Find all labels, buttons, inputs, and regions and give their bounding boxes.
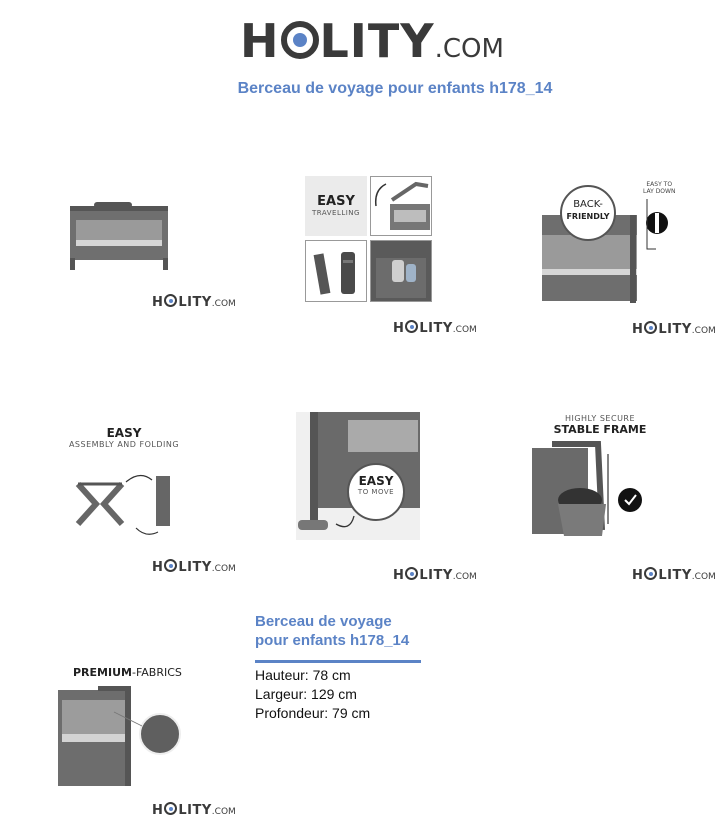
- crib-image[interactable]: [68, 200, 172, 272]
- easy-lay-down-label: EASY TO LAY DOWN: [643, 181, 676, 195]
- logo-o-icon: [281, 21, 319, 59]
- holity-logo[interactable]: [240, 14, 504, 72]
- logo-o-icon: [405, 567, 418, 580]
- logo-o-icon: [164, 802, 177, 815]
- stable-frame-image[interactable]: [532, 440, 644, 540]
- folding-photo: [370, 176, 432, 236]
- assembly-image[interactable]: [74, 470, 182, 538]
- logo-o-icon: [644, 567, 657, 580]
- spec-list: [255, 666, 370, 723]
- premium-fabrics-label: PREMIUM-FABRICS: [73, 666, 182, 679]
- product-title: Berceau de voyage pour enfants h178_14: [255, 613, 410, 649]
- stable-frame-label: HIGHLY SECURE STABLE FRAME: [553, 414, 647, 436]
- easy-assembly-label: EASY ASSEMBLY AND FOLDING: [68, 426, 180, 449]
- easy-travelling-box: EASY TRAVELLING: [305, 176, 367, 236]
- watermark-logo: H LITY.COM: [152, 295, 236, 310]
- logo-o-icon: [164, 294, 177, 307]
- spec-depth: Profondeur: 79 cm: [255, 705, 371, 721]
- logo-text-h: H: [240, 14, 280, 68]
- page-title: Berceau de voyage pour enfants h178_14: [237, 80, 553, 97]
- logo-text-com: .COM: [434, 34, 504, 64]
- watermark-logo: H LITY.COM: [152, 560, 236, 575]
- logo-o-icon: [405, 320, 418, 333]
- logo-text-lity: LITY: [319, 14, 435, 68]
- title-divider: [255, 660, 421, 663]
- spec-width: Largeur: 129 cm: [255, 686, 357, 702]
- watermark-logo: H LITY.COM: [632, 568, 716, 583]
- back-friendly-label: BACK- FRIENDLY: [566, 199, 610, 221]
- logo-o-icon: [644, 321, 657, 334]
- storage-pocket-photo: [370, 240, 432, 302]
- spec-height: Hauteur: 78 cm: [255, 667, 351, 683]
- premium-fabrics-image[interactable]: [58, 686, 182, 786]
- folded-bag-photo: [305, 240, 367, 302]
- watermark-logo: H LITY.COM: [393, 321, 477, 336]
- watermark-logo: H LITY.COM: [393, 568, 477, 583]
- logo-o-icon: [164, 559, 177, 572]
- watermark-logo: H LITY.COM: [632, 322, 716, 337]
- easy-move-label: EASY TO MOVE: [357, 474, 395, 496]
- watermark-logo: H LITY.COM: [152, 803, 236, 818]
